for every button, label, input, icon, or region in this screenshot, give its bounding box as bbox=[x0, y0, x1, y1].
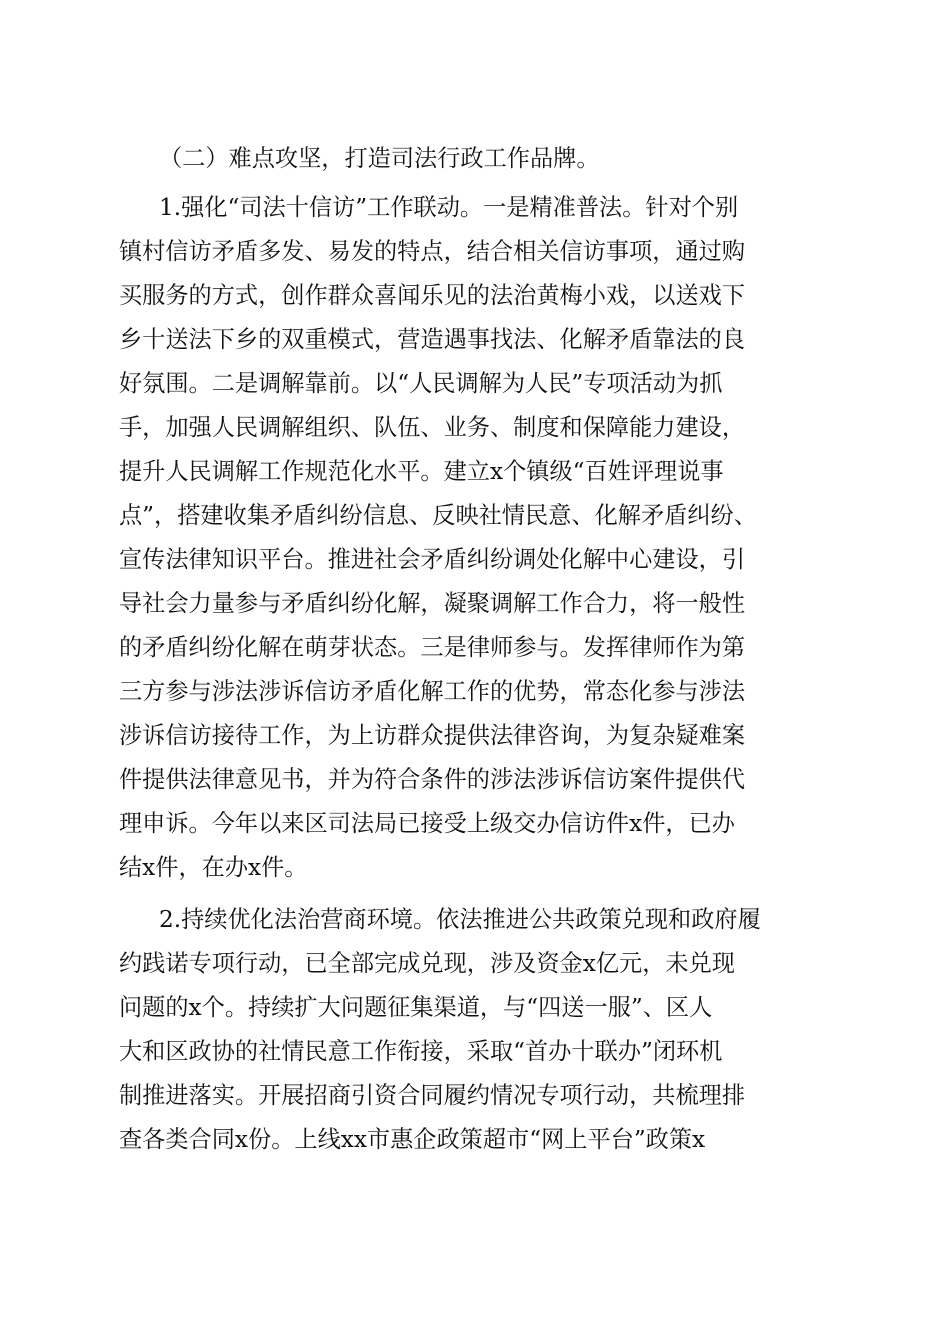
paragraph-line: 乡十送法下乡的双重模式，营造遇事找法、化解矛盾靠法的良 bbox=[119, 326, 746, 353]
paragraph-line: 三方参与涉法涉诉信访矛盾化解工作的优势，常态化参与涉法 bbox=[119, 678, 746, 705]
paragraph-line: 理申诉。今年以来区司法局已接受上级交办信访件x件，已办 bbox=[119, 810, 735, 837]
paragraph-line: 涉诉信访接待工作，为上访群众提供法律咨询，为复杂疑难案 bbox=[119, 722, 746, 749]
section-heading: （二）难点攻坚，打造司法行政工作品牌。 bbox=[159, 145, 600, 172]
paragraph-line: 约践诺专项行动，已全部完成兑现，涉及资金x亿元，未兑现 bbox=[119, 950, 735, 977]
paragraph-line: 宣传法律知识平台。推进社会矛盾纠纷调处化解中心建设，引 bbox=[119, 546, 746, 573]
paragraph-line: 查各类合同x份。上线xx市惠企政策超市“网上平台”政策x bbox=[119, 1126, 706, 1153]
paragraph-line: 手，加强人民调解组织、队伍、业务、制度和保障能力建设， bbox=[119, 414, 746, 441]
paragraph-line: 问题的x个。持续扩大问题征集渠道，与“四送一服”、区人 bbox=[119, 994, 713, 1021]
paragraph-line: 件提供法律意见书，并为符合条件的涉法涉诉信访案件提供代 bbox=[119, 766, 746, 793]
paragraph-line: 镇村信访矛盾多发、易发的特点，结合相关信访事项，通过购 bbox=[119, 238, 746, 265]
paragraph-line: 1.强化“司法十信访”工作联动。一是精准普法。针对个别 bbox=[159, 194, 739, 221]
paragraph-line: 好氛围。二是调解靠前。以“人民调解为人民”专项活动为抓 bbox=[119, 370, 723, 397]
paragraph-line: 2.持续优化法治营商环境。依法推进公共政策兑现和政府履 bbox=[159, 906, 761, 933]
paragraph-line: 买服务的方式，创作群众喜闻乐见的法治黄梅小戏，以送戏下 bbox=[119, 282, 746, 309]
paragraph-line: 提升人民调解工作规范化水平。建立x个镇级“百姓评理说事 bbox=[119, 458, 724, 485]
paragraph-line: 制推进落实。开展招商引资合同履约情况专项行动，共梳理排 bbox=[119, 1082, 746, 1109]
paragraph-line: 点”，搭建收集矛盾纠纷信息、反映社情民意、化解矛盾纠纷、 bbox=[119, 502, 757, 529]
paragraph-line: 结x件，在办x件。 bbox=[119, 854, 308, 881]
paragraph-line: 大和区政协的社情民意工作衔接，采取“首办十联办”闭环机 bbox=[119, 1038, 723, 1065]
paragraph-line: 导社会力量参与矛盾纠纷化解，凝聚调解工作合力，将一般性 bbox=[119, 590, 746, 617]
paragraph-line: 的矛盾纠纷化解在萌芽状态。三是律师参与。发挥律师作为第 bbox=[119, 634, 746, 661]
